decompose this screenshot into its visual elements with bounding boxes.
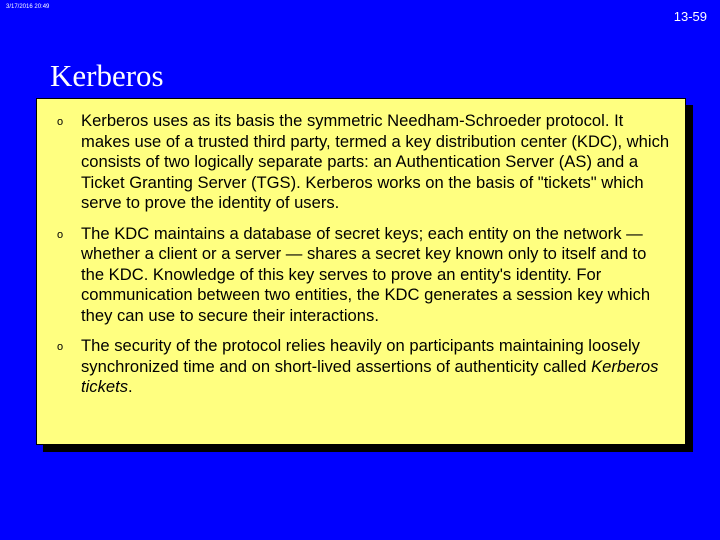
slide-number: 13-59: [673, 9, 707, 24]
date-stamp: 3/17/2016 20:49: [6, 4, 50, 10]
bullet-text: The KDC maintains a database of secret keys; each entity on the network — whether a client or a server — shares a secret key known only to itself and to the KDC. Knowledge of this key serves to prove an entity's identity. For communication between two entities, the KDC generates a session key which they can use to secure their interactions.: [81, 223, 651, 325]
bullet-item-1: [37, 111, 685, 214]
bullet-text-before: The security of the protocol relies heavily on participants maintaining loosely synchronized time and on short-lived assertions of authenticity called: [81, 336, 640, 376]
bullet-marker-icon: o: [57, 341, 64, 353]
bullet-item-2: [37, 224, 685, 327]
slide-title: Kerberos: [50, 58, 164, 93]
bullet-text-after: .: [128, 377, 133, 396]
bullet-item-3: [37, 336, 685, 398]
bullet-text-emphasis: Kerberos tickets: [81, 356, 659, 396]
bullet-text: Kerberos uses as its basis the symmetric Needham-Schroeder protocol. It makes use of a trusted third party, termed a key distribution center (KDC), which consists of two logically separate parts: an Authentication Server (AS) and a Ticket Granting Server (TGS). Kerberos works on the basis of "tickets" which serve to prove the identity of users.: [81, 111, 670, 212]
content-panel: [36, 98, 686, 445]
bullet-list: [37, 111, 685, 408]
bullet-marker-icon: o: [57, 228, 64, 241]
bullet-text: [81, 336, 658, 396]
bullet-marker-icon: o: [57, 116, 64, 128]
